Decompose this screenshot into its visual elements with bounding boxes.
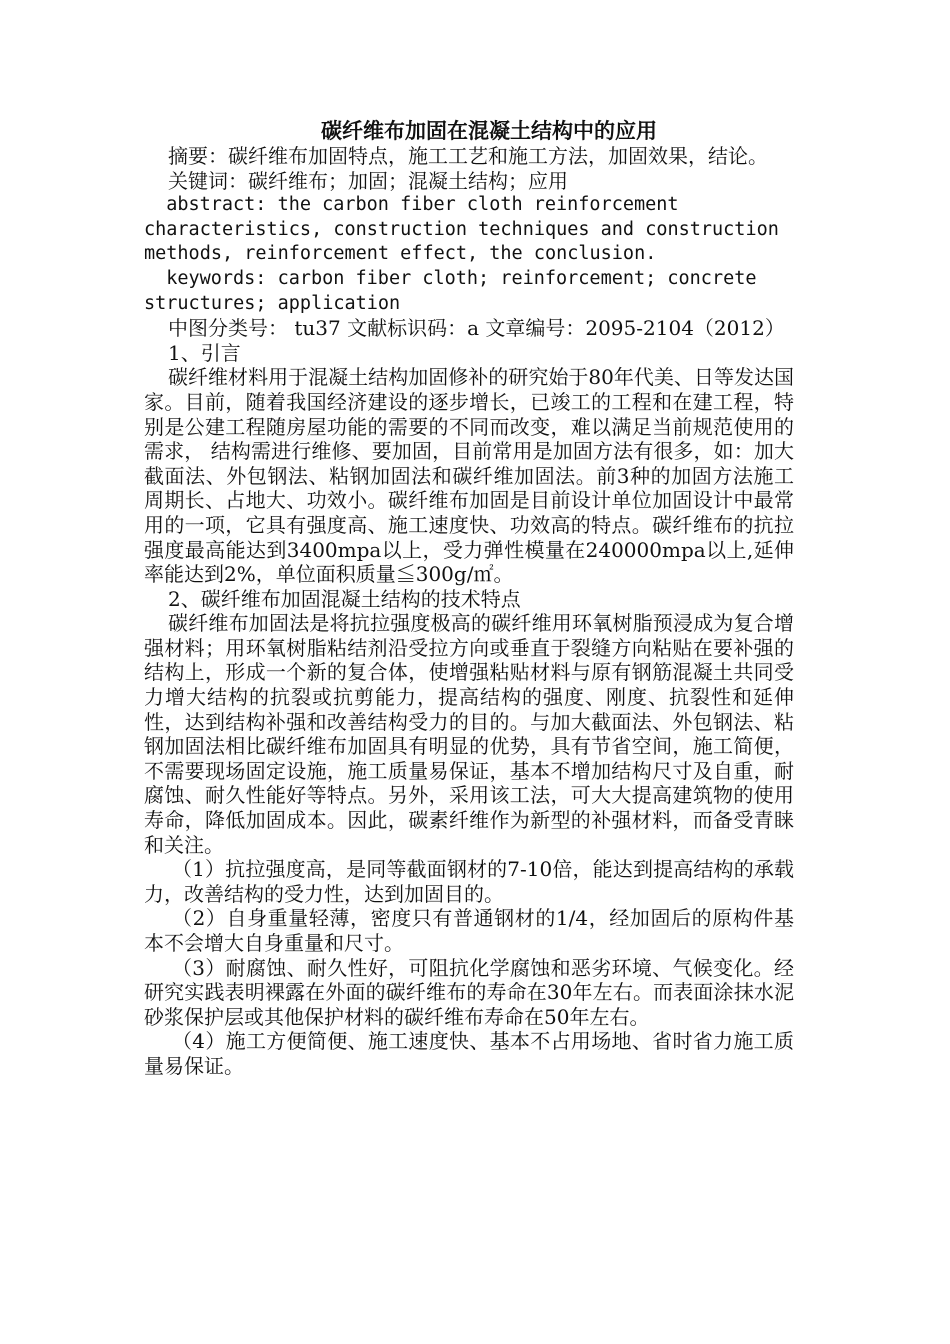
list-item-4: （4）施工方便简便、施工速度快、基本不占用场地、省时省力施工质量易保证。 [144, 1029, 794, 1078]
list-item-3: （3）耐腐蚀、耐久性好，可阻抗化学腐蚀和恶劣环境、气候变化。经研究实践表明裸露在外面的碳纤维布的寿命在30年左右。而表面涂抹水泥砂浆保护层或其他保护材料的碳纤维布寿命在50年左右。 [144, 955, 794, 1029]
document-title: 碳纤维布加固在混凝土结构中的应用 [321, 118, 657, 143]
section-2-paragraph: 碳纤维布加固法是将抗拉强度极高的碳纤维用环氧树脂预浸成为复合增强材料；用环氧树脂粘结剂沿受拉方向或垂直于裂缝方向粘贴在要补强的结构上，形成一个新的复合体，使增强粘贴材料与原有钢筋混凝土共同受力增大结构的抗裂或抗剪能力，提高结构的强度、刚度、抗裂性和延伸性，达到结构补强和改善结构受力的目的。与加大截面法、外包钢法、粘钢加固法相比碳纤维布加固具有明显的优势，具有节省空间，施工简便，不需要现场固定设施，施工质量易保证，基本不增加结构尺寸及自重，耐腐蚀、耐久性能好等特点。另外，采用该工法，可大大提高建筑物的使用寿命，降低加固成本。因此，碳素纤维作为新型的补强材料，而备受青睐和关注。 [144, 611, 794, 857]
classification-line: 中图分类号： tu37 文献标识码：a 文章编号：2095-2104（2012） [168, 316, 785, 341]
keywords-cn: 关键词：碳纤维布；加固；混凝土结构；应用 [168, 168, 568, 193]
list-item-1: （1）抗拉强度高，是同等截面钢材的7-10倍，能达到提高结构的承载力，改善结构的受力性，达到加固目的。 [144, 857, 794, 906]
list-item-2: （2）自身重量轻薄，密度只有普通钢材的1/4，经加固后的原构件基本不会增大自身重量和尺寸。 [144, 906, 794, 955]
abstract-en: abstract: the carbon fiber cloth reinforcement characteristics, construction techniques and construction methods, reinforcement effect, the conclusion. [144, 194, 779, 265]
section-1-paragraph: 碳纤维材料用于混凝土结构加固修补的研究始于80年代美、日等发达国家。目前，随着我国经济建设的逐步增长，已竣工的工程和在建工程，特别是公建工程随房屋功能的需要的不同而改变，难以满足当前规范使用的需求， 结构需进行维修、要加固，目前常用是加固方法有很多，如：加大截面法、外包钢法、粘钢加固法和碳纤维加固法。前3种的加固方法施工周期长、占地大、功效小。碳纤维布加固是目前设计单位加固设计中最常用的一项，它具有强度高、施工速度快、功效高的特点。碳纤维布的抗拉强度最高能达到3400mpa以上，受力弹性模量在240000mpa以上,延伸率能达到2%，单位面积质量≦300g/㎡。 [144, 365, 794, 587]
keywords-en: keywords: carbon fiber cloth; reinforcement; concrete structures; application [144, 267, 757, 314]
document-page [144, 118, 794, 1079]
section-1-heading: 1、引言 [168, 340, 241, 365]
abstract-cn: 摘要：碳纤维布加固特点，施工工艺和施工方法，加固效果，结论。 [168, 144, 768, 168]
section-2-heading: 2、碳纤维布加固混凝土结构的技术特点 [168, 586, 521, 611]
